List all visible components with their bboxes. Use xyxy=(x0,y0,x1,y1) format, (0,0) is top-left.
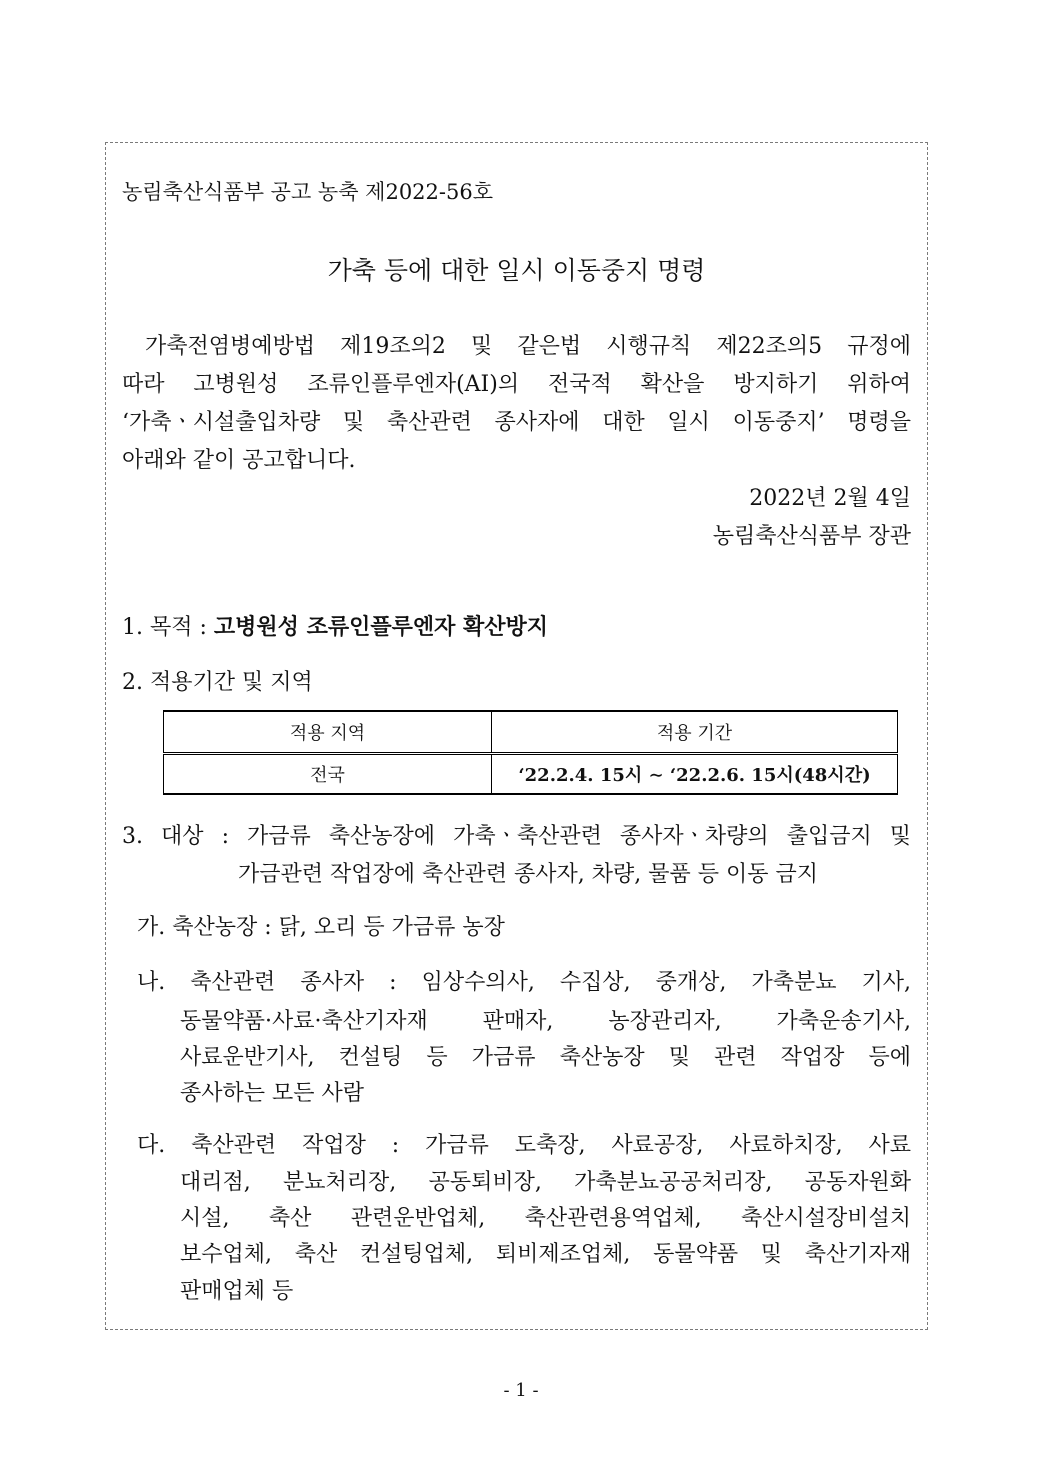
item-workers-line-2: 동물약품·사료·축산기자재 판매자, 농장관리자, 가축운송기사, xyxy=(180,1009,911,1034)
table-header-region: 적용 지역 xyxy=(164,711,492,754)
table-cell-region: 전국 xyxy=(164,754,492,795)
item-worksites-line-2: 대리점, 분뇨처리장, 공동퇴비장, 가축분뇨공공처리장, 공동자원화 xyxy=(180,1170,911,1195)
item-worksites-line-4: 보수업체, 축산 컨설팅업체, 퇴비제조업체, 동물약품 및 축산기자재 xyxy=(180,1242,911,1267)
notice-date: 2022년 2월 4일 xyxy=(749,486,911,511)
page-title: 가축 등에 대한 일시 이동중지 명령 xyxy=(327,256,706,285)
page-number: - 1 - xyxy=(503,1380,539,1401)
section-purpose xyxy=(122,616,548,639)
section-target-line-1: 3. 대상 : 가금류 축산농장에 가축ㆍ축산관련 종사자ㆍ차량의 출입금지 및 xyxy=(122,824,911,849)
table-cell-period: ‘22.2.4. 15시 ∼ ‘22.2.6. 15시(48시간) xyxy=(492,754,898,795)
section-purpose-label: 1. 목적 : xyxy=(122,615,207,640)
item-worksites-line-3: 시설, 축산 관련운반업체, 축산관련용역업체, 축산시설장비설치 xyxy=(180,1206,911,1231)
item-workers-line-3: 사료운반기사, 컨설팅 등 가금류 축산농장 및 관련 작업장 등에 xyxy=(180,1045,911,1070)
issuer: 농림축산식품부 장관 xyxy=(712,524,911,549)
item-farm: 가. 축산농장 : 닭, 오리 등 가금류 농장 xyxy=(137,915,505,940)
intro-line-1: 가축전염병예방법 제19조의2 및 같은법 시행규칙 제22조의5 규정에 xyxy=(145,334,911,359)
notice-number: 농림축산식품부 공고 농축 제2022-56호 xyxy=(122,180,494,204)
table-row xyxy=(164,754,898,795)
intro-line-3: ‘가축ㆍ시설출입차량 및 축산관련 종사자에 대한 일시 이동중지’ 명령을 xyxy=(122,410,911,435)
period-table xyxy=(163,710,898,795)
section-period-label: 2. 적용기간 및 지역 xyxy=(122,670,313,695)
item-worksites-line-1: 다. 축산관련 작업장 : 가금류 도축장, 사료공장, 사료하치장, 사료 xyxy=(137,1133,911,1158)
table-header-row xyxy=(164,711,898,754)
section-purpose-value: 고병원성 조류인플루엔자 확산방지 xyxy=(213,614,549,640)
item-workers-line-1: 나. 축산관련 종사자 : 임상수의사, 수집상, 중개상, 가축분뇨 기사, xyxy=(137,970,911,995)
table-header-period: 적용 기간 xyxy=(492,711,898,754)
section-target-line-2: 가금관련 작업장에 축산관련 종사자, 차량, 물품 등 이동 금지 xyxy=(238,862,818,887)
intro-line-2: 따라 고병원성 조류인플루엔자(AI)의 전국적 확산을 방지하기 위하여 xyxy=(122,372,911,397)
item-workers-line-4: 종사하는 모든 사람 xyxy=(180,1081,365,1106)
intro-line-4: 아래와 같이 공고합니다. xyxy=(122,448,356,473)
item-worksites-line-5: 판매업체 등 xyxy=(180,1279,294,1304)
